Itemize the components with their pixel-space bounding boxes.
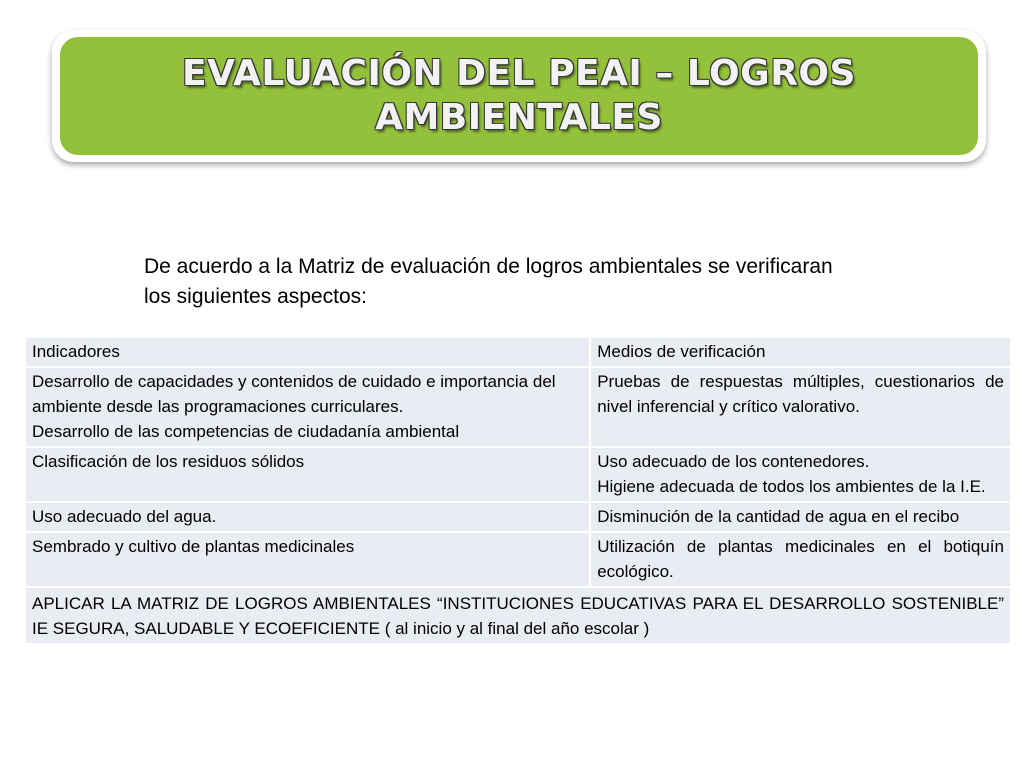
table-row — [25, 532, 1011, 587]
verification-line: Pruebas de respuestas múltiples, cuestionarios de nivel inferencial y crítico valorativo. — [597, 372, 1004, 416]
verification-cell — [590, 532, 1011, 587]
verification-line: Disminución de la cantidad de agua en el recibo — [597, 507, 960, 526]
evaluation-table — [24, 336, 1012, 645]
verification-line: Uso adecuado de los contenedores. — [597, 452, 870, 471]
intro-text: De acuerdo a la Matriz de evaluación de logros ambientales se verificaran los siguientes aspectos: — [144, 255, 833, 308]
indicator-line: Sembrado y cultivo de plantas medicinales — [32, 537, 355, 556]
title-banner — [60, 37, 978, 155]
indicator-line: Clasificación de los residuos sólidos — [32, 452, 305, 471]
verification-line: Utilización de plantas medicinales en el botiquín ecológico. — [597, 537, 1004, 581]
footer-note: APLICAR LA MATRIZ DE LOGROS AMBIENTALES “INSTITUCIONES EDUCATIVAS PARA EL DESARROLLO SOSTENIBLE” IE SEGURA, SALUDABLE Y ECOEFICIENTE ( al inicio y al final del año escolar ) — [25, 587, 1011, 644]
indicator-line: Uso adecuado del agua. — [32, 507, 217, 526]
table-row — [25, 447, 1011, 502]
indicator-line: Desarrollo de las competencias de ciudadanía ambiental — [32, 422, 460, 441]
verification-cell — [590, 502, 1011, 532]
indicator-cell — [25, 532, 590, 587]
header-verification: Medios de verificación — [590, 337, 1011, 367]
header-indicators: Indicadores — [25, 337, 590, 367]
indicator-cell — [25, 447, 590, 502]
table-row — [25, 502, 1011, 532]
table-header-row — [25, 337, 1011, 367]
verification-cell — [590, 367, 1011, 447]
indicator-line: Desarrollo de capacidades y contenidos de cuidado e importancia del ambiente desde las programaciones curriculares. — [32, 372, 556, 416]
verification-cell — [590, 447, 1011, 502]
verification-line: Higiene adecuada de todos los ambientes de la I.E. — [597, 477, 986, 496]
indicator-cell — [25, 367, 590, 447]
table-footer-row — [25, 587, 1011, 644]
indicator-cell — [25, 502, 590, 532]
slide-title: EVALUACIÓN DEL PEAI – LOGROS AMBIENTALES — [182, 53, 856, 138]
table-row — [25, 367, 1011, 447]
